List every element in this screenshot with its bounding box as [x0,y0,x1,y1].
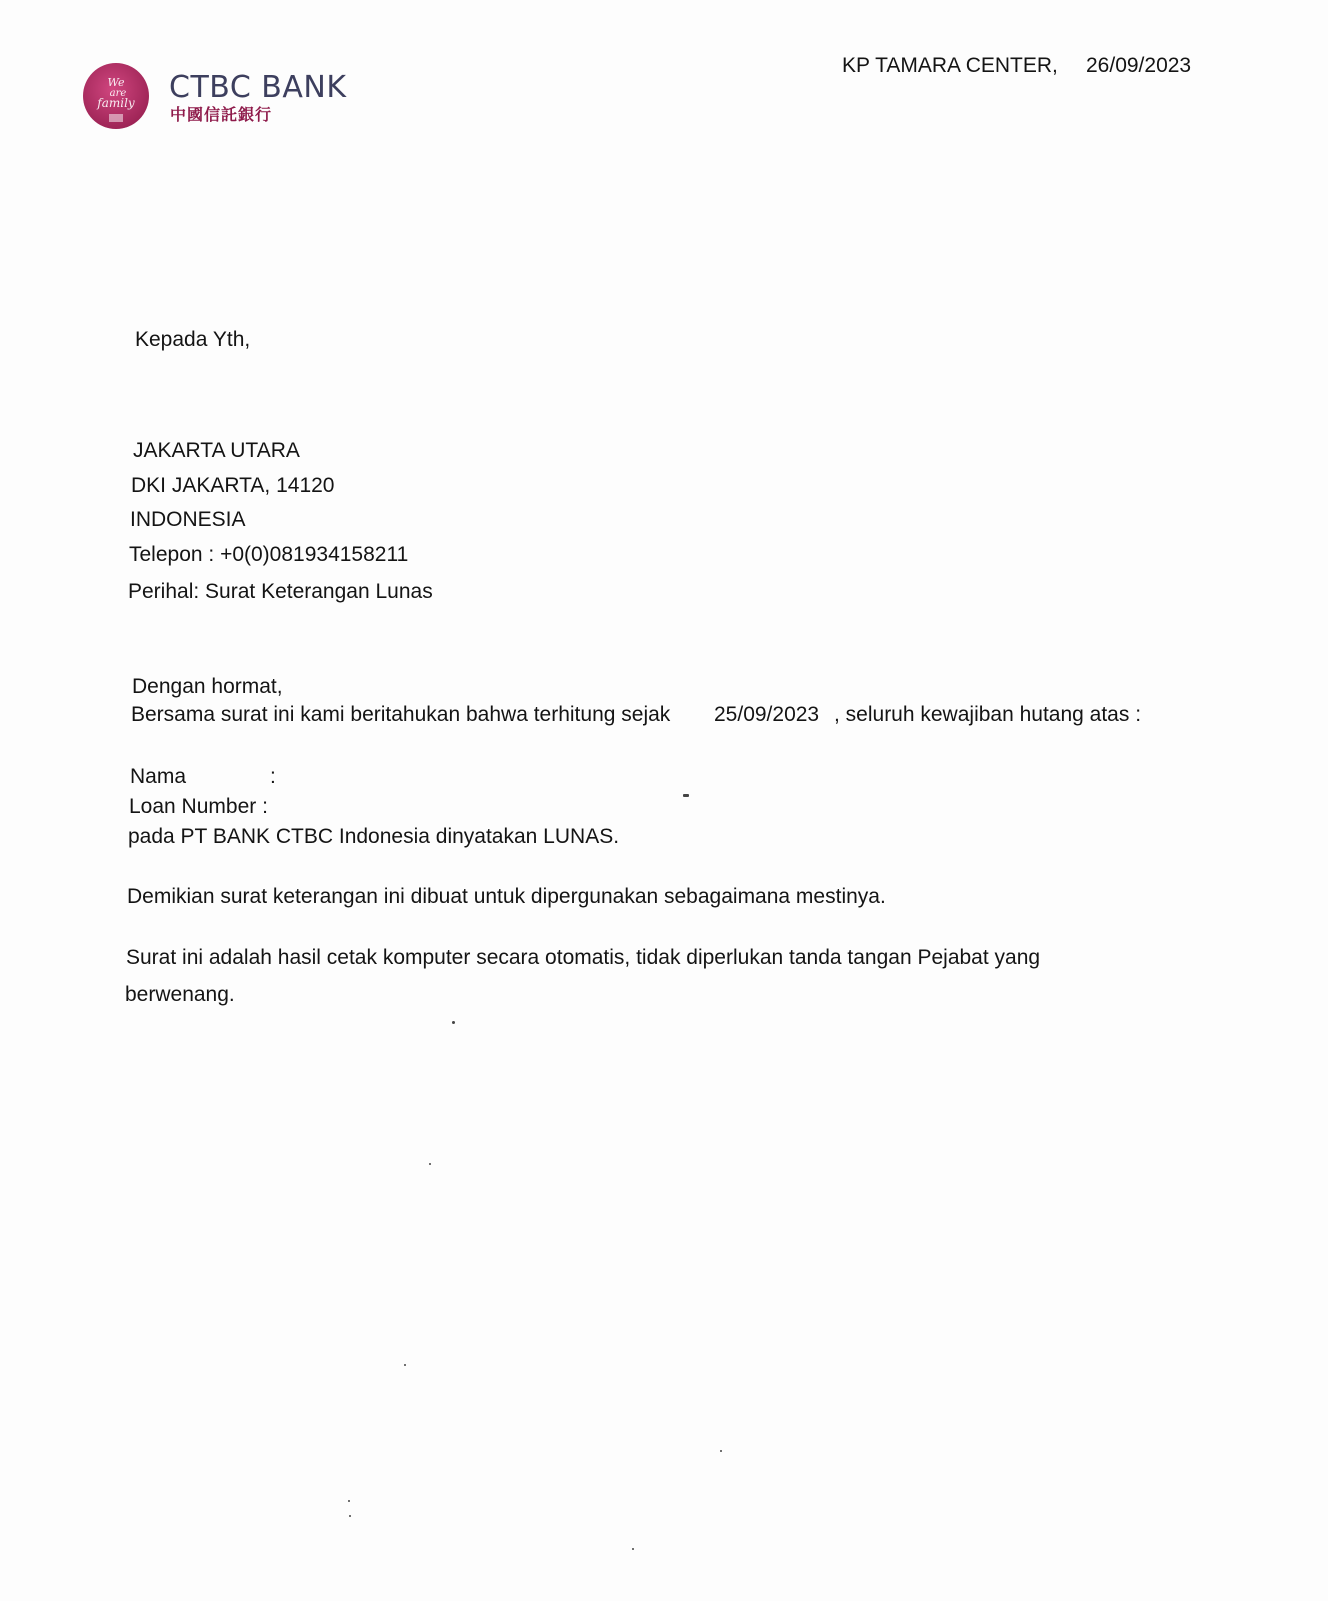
scan-speck [348,1500,350,1502]
closing-statement: Demikian surat keterangan ini dibuat untuk dipergunakan sebagaimana mestinya. [127,885,886,908]
lunas-statement: pada PT BANK CTBC Indonesia dinyatakan LUNAS. [128,825,620,848]
header-place: KP TAMARA CENTER, [842,54,1058,77]
nama-label: Nama [130,765,187,788]
scan-speck [429,1163,431,1165]
scan-speck [632,1548,634,1550]
greeting: Dengan hormat, [132,675,283,698]
bank-logo-emblem [82,62,150,130]
bank-name-chinese: 中國信託銀行 [170,105,273,124]
bank-name: CTBC BANK [169,70,347,105]
scan-speck [683,794,689,797]
loan-number-label: Loan Number : [129,795,268,818]
recipient-country: INDONESIA [130,508,246,531]
automatic-print-note-end: berwenang. [125,983,235,1006]
nama-colon: : [270,765,276,788]
recipient-province-postal: DKI JAKARTA, 14120 [131,474,335,497]
svg-text:are: are [109,88,127,99]
svg-text:We: We [107,76,125,89]
recipient-city: JAKARTA UTARA [133,439,300,462]
salutation: Kepada Yth, [135,328,251,351]
intro-date: 25/09/2023 [714,703,820,726]
intro-text-end: , seluruh kewajiban hutang atas : [834,703,1142,726]
intro-text: Bersama surat ini kami beritahukan bahwa terhitung sejak [131,703,671,726]
recipient-phone: Telepon : +0(0)081934158211 [129,543,409,566]
header-date: 26/09/2023 [1086,54,1192,77]
scan-speck [404,1364,406,1366]
scan-speck [452,1021,455,1024]
letter-subject: Perihal: Surat Keterangan Lunas [128,580,433,603]
automatic-print-note: Surat ini adalah hasil cetak komputer secara otomatis, tidak diperlukan tanda tangan Pejabat yang [126,946,1041,969]
scan-speck [720,1450,722,1452]
svg-text:family: family [97,96,135,110]
scan-speck [349,1515,351,1517]
